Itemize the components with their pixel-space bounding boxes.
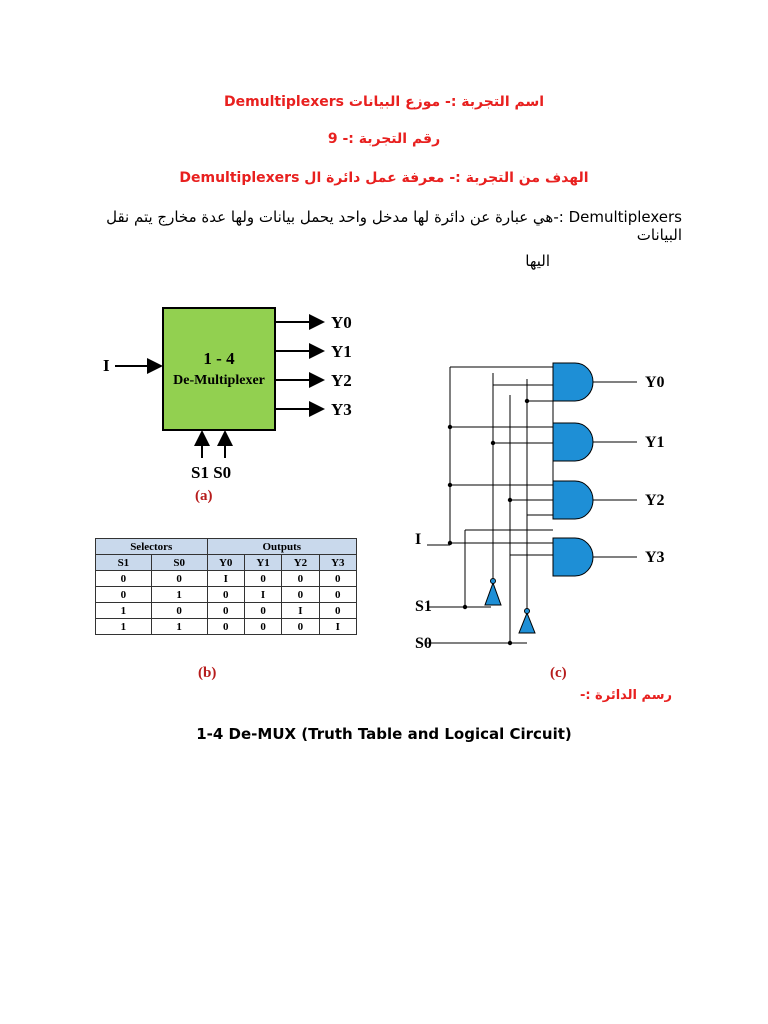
block-diagram <box>95 300 375 490</box>
table-cell: 0 <box>207 603 244 619</box>
block-title: 1 - 4 <box>203 349 235 368</box>
inverter-s1 <box>485 583 501 605</box>
label-c: (c) <box>550 665 567 681</box>
demux-block <box>163 308 275 430</box>
table-cell: 0 <box>244 603 281 619</box>
table-cell: 0 <box>282 571 319 587</box>
table-cell: 0 <box>244 571 281 587</box>
block-selects: S1 S0 <box>191 463 232 482</box>
col-y1: Y1 <box>244 555 281 571</box>
table-cell: I <box>282 603 319 619</box>
table-row <box>96 619 357 635</box>
block-output-y3: Y3 <box>331 400 352 419</box>
col-y0: Y0 <box>207 555 244 571</box>
col-s0: S0 <box>151 555 207 571</box>
experiment-goal: الهدف من التجربة :- معرفة عمل دائرة ال Demultiplexers <box>179 170 589 186</box>
table-cell: 0 <box>207 587 244 603</box>
table-cell: 0 <box>244 619 281 635</box>
table-cell: 1 <box>96 603 152 619</box>
label-b: (b) <box>198 665 217 681</box>
and-gate-2 <box>553 481 593 519</box>
block-subtitle: De-Multiplexer <box>173 373 265 388</box>
table-cell: I <box>319 619 356 635</box>
truth-table-group-row <box>96 539 357 555</box>
col-y3: Y3 <box>319 555 356 571</box>
table-cell: 0 <box>151 571 207 587</box>
table-cell: 0 <box>151 603 207 619</box>
table-cell: 0 <box>282 587 319 603</box>
block-output-y1: Y1 <box>331 342 352 361</box>
group-selectors: Selectors <box>96 539 208 555</box>
and-gate-1 <box>553 423 593 461</box>
block-output-y0: Y0 <box>331 313 352 332</box>
and-gate-3 <box>553 538 593 576</box>
label-a: (a) <box>195 488 213 504</box>
table-row <box>96 587 357 603</box>
col-y2: Y2 <box>282 555 319 571</box>
table-cell: 1 <box>151 619 207 635</box>
table-cell: 1 <box>151 587 207 603</box>
truth-table <box>95 538 357 635</box>
table-cell: 0 <box>96 571 152 587</box>
group-outputs: Outputs <box>207 539 356 555</box>
table-cell: 0 <box>282 619 319 635</box>
table-cell: 0 <box>319 603 356 619</box>
circuit-drawing-label: رسم الدائرة :- <box>579 688 672 703</box>
and-gate-0 <box>553 363 593 401</box>
table-cell: 0 <box>319 571 356 587</box>
inverter-s0 <box>519 613 535 633</box>
logic-circuit <box>405 355 705 665</box>
experiment-title: اسم التجربة :- موزع البيانات Demultiplexers <box>223 94 545 110</box>
table-cell: 1 <box>96 619 152 635</box>
truth-table-header-row <box>96 555 357 571</box>
block-input-label: I <box>103 356 110 375</box>
circuit-output-y3: Y3 <box>645 549 665 566</box>
table-cell: 0 <box>207 619 244 635</box>
circuit-input-i: I <box>415 531 422 548</box>
circuit-input-s1: S1 <box>415 598 432 615</box>
definition-line-1: Demultiplexers :-هي عبارة عن دائرة لها مدخل واحد يحمل بيانات ولها عدة مخارج يتم نقل البيانات <box>106 208 682 244</box>
figure-caption: 1-4 De-MUX (Truth Table and Logical Circuit) <box>196 725 572 743</box>
definition-line-2: اليها <box>525 252 550 270</box>
table-cell: 0 <box>96 587 152 603</box>
circuit-input-s0: S0 <box>415 635 432 652</box>
circuit-output-y2: Y2 <box>645 492 665 509</box>
experiment-number: رقم التجربة :- 9 <box>327 131 441 147</box>
table-row <box>96 571 357 587</box>
block-output-y2: Y2 <box>331 371 352 390</box>
table-cell: 0 <box>319 587 356 603</box>
circuit-output-y1: Y1 <box>645 434 665 451</box>
circuit-output-y0: Y0 <box>645 374 665 391</box>
table-row <box>96 603 357 619</box>
table-cell: I <box>244 587 281 603</box>
table-cell: I <box>207 571 244 587</box>
col-s1: S1 <box>96 555 152 571</box>
